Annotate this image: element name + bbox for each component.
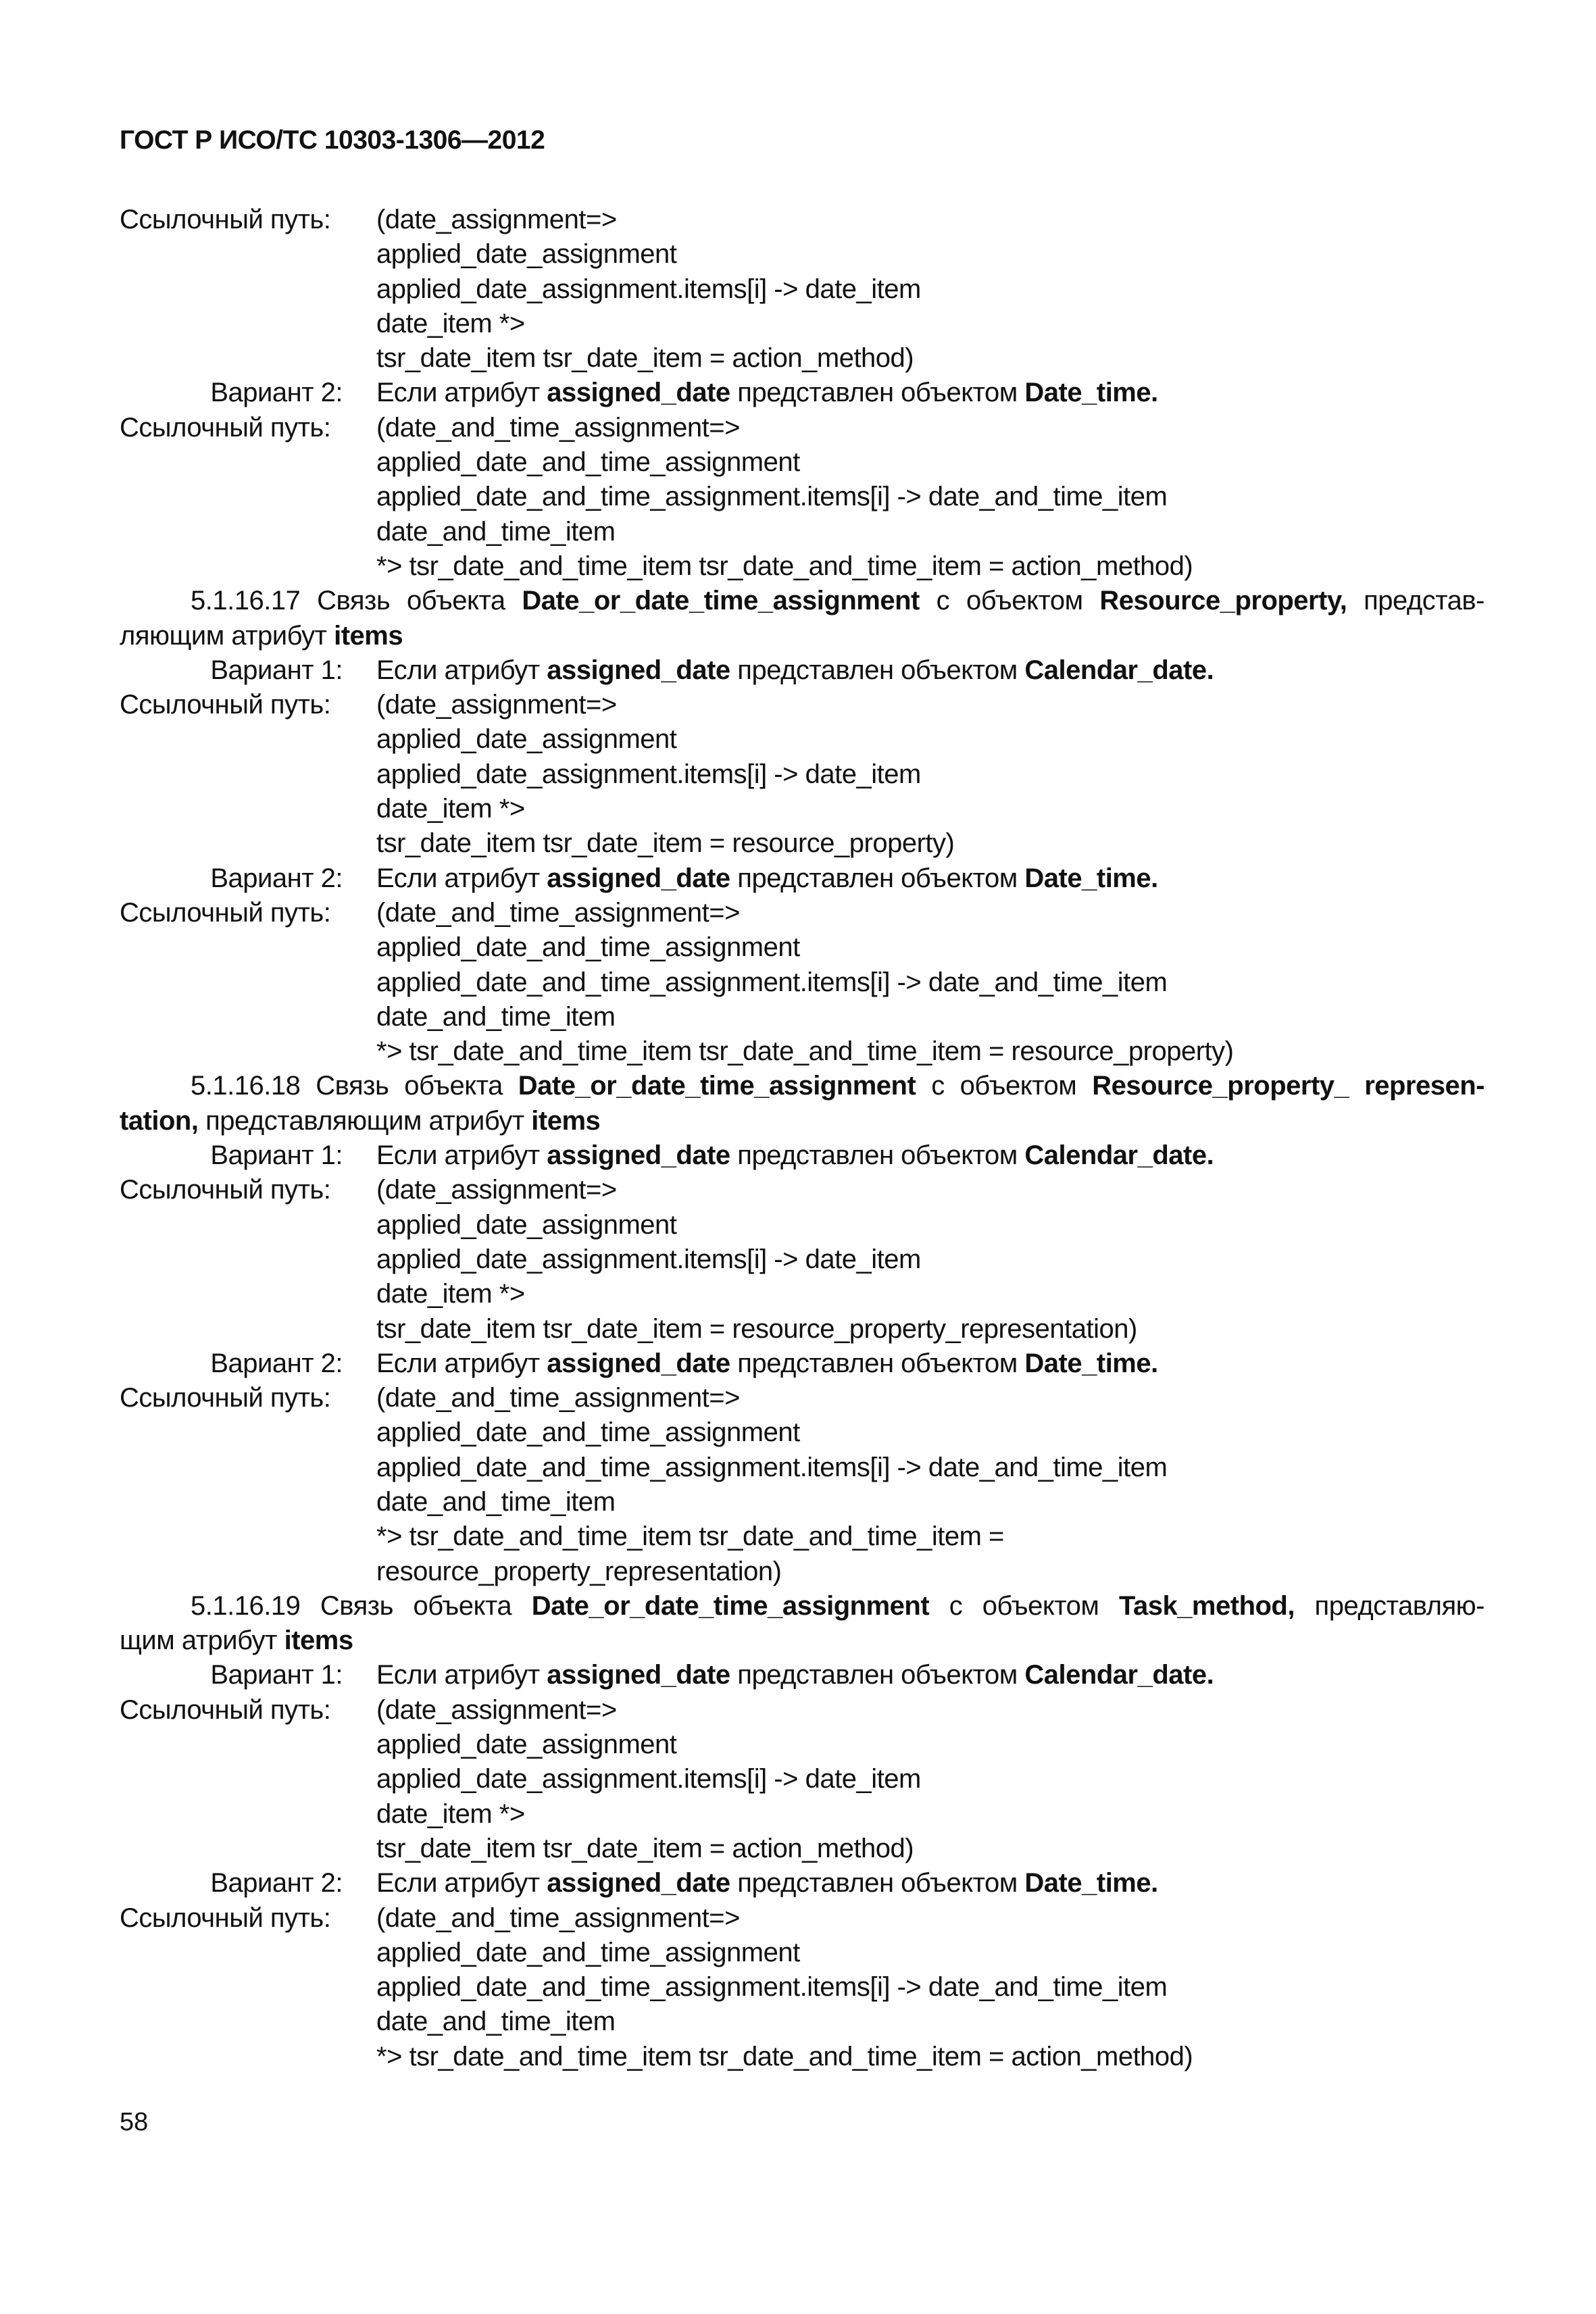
text-line [120,826,1485,861]
variant-line [120,1866,1485,1901]
path-line: (date_and_time_assignment=> [376,1903,740,1933]
text-line [120,237,1485,272]
path-line: resource_property_representation) [376,1556,782,1586]
path-line: date_item *> [376,794,525,824]
document-body [120,203,1485,2074]
text-line [120,930,1485,965]
text-line [120,203,1485,237]
path-line: applied_date_and_time_assignment [376,1417,800,1448]
text-line [120,1519,1485,1554]
text-line [120,1485,1485,1519]
variant-text: Если атрибут assigned_date представлен объектом Date_time. [376,1348,1158,1378]
path-line: applied_date_and_time_assignment.items[i] -> date_and_time_item [376,1972,1168,2003]
text-line [120,1555,1485,1589]
path-line: applied_date_and_time_assignment.items[i] -> date_and_time_item [376,1452,1168,1482]
path-label: Ссылочный путь: [120,1903,331,1933]
text-line [120,445,1485,480]
path-line: *> tsr_date_and_time_item tsr_date_and_time_item = [376,1521,1004,1552]
text-line [120,1970,1485,2005]
text-line [120,1728,1485,1762]
text-line [120,1415,1485,1450]
text-line [120,2005,1485,2039]
path-label: Ссылочный путь: [120,412,331,443]
text-line [120,480,1485,514]
path-label: Ссылочный путь: [120,1694,331,1725]
text-line [120,411,1485,445]
path-line: applied_date_assignment [376,724,677,755]
path-line: applied_date_and_time_assignment [376,1937,800,1967]
variant-line [120,861,1485,896]
variant-line [120,1658,1485,1692]
path-line: tsr_date_item tsr_date_item = action_method) [376,1833,914,1863]
path-line: tsr_date_item tsr_date_item = resource_property) [376,828,955,859]
text-line [120,1173,1485,1207]
text-line [120,1901,1485,1936]
text-line [120,1242,1485,1277]
text-line [120,792,1485,826]
text-line [120,1000,1485,1034]
section-heading [120,584,1485,618]
variant-label: Вариант 1: [210,655,343,685]
variant-label: Вариант 2: [210,378,343,408]
path-label: Ссылочный путь: [120,205,331,234]
section-heading-text: 5.1.16.19 Связь объекта Date_or_date_time_assignment с объектом Task_method, представляю- [191,1590,1485,1621]
section-heading-cont [120,1104,1485,1138]
variant-text: Если атрибут assigned_date представлен объектом Date_time. [376,378,1158,408]
path-line: applied_date_assignment.items[i] -> date_item [376,1764,921,1794]
text-line [120,757,1485,792]
text-line [120,1936,1485,1970]
text-line [120,1832,1485,1866]
path-line: date_and_time_item [376,2007,616,2037]
path-line: *> tsr_date_and_time_item tsr_date_and_time_item = action_method) [376,2041,1193,2071]
path-line: applied_date_assignment [376,239,677,270]
variant-text: Если атрибут assigned_date представлен объектом Calendar_date. [376,1140,1214,1171]
path-line: *> tsr_date_and_time_item tsr_date_and_time_item = resource_property) [376,1036,1234,1067]
path-line: (date_assignment=> [376,1694,617,1725]
text-line [120,722,1485,757]
path-line: applied_date_assignment.items[i] -> date_item [376,759,921,789]
variant-line [120,1347,1485,1381]
text-line [120,272,1485,307]
text-line [120,1034,1485,1069]
variant-label: Вариант 1: [210,1660,343,1690]
text-line [120,1451,1485,1485]
section-heading-cont [120,619,1485,653]
text-line [120,1762,1485,1796]
text-line [120,1693,1485,1728]
path-line: date_item *> [376,1279,525,1309]
path-line: applied_date_and_time_assignment.items[i] -> date_and_time_item [376,967,1168,997]
path-line: (date_assignment=> [376,205,617,234]
path-line: *> tsr_date_and_time_item tsr_date_and_time_item = action_method) [376,551,1193,581]
path-line: date_item *> [376,1799,525,1829]
path-label: Ссылочный путь: [120,897,331,928]
path-line: (date_and_time_assignment=> [376,1383,740,1413]
text-line [120,1277,1485,1311]
variant-line [120,376,1485,410]
document-header: ГОСТ Р ИСО/ТС 10303-1306—2012 [120,126,545,155]
text-line [120,2040,1485,2074]
path-line: applied_date_and_time_assignment [376,932,800,963]
page-number: 58 [120,2108,149,2136]
text-line [120,965,1485,1000]
path-line: applied_date_assignment [376,1209,677,1240]
path-label: Ссылочный путь: [120,1175,331,1205]
path-line: date_and_time_item [376,1486,616,1517]
path-line: (date_and_time_assignment=> [376,412,740,443]
variant-label: Вариант 2: [210,1868,343,1898]
variant-line [120,653,1485,688]
path-line: applied_date_assignment.items[i] -> date_item [376,274,921,304]
section-heading-text: 5.1.16.18 Связь объекта Date_or_date_time_assignment с объектом Resource_property_ represen- [191,1071,1485,1101]
variant-label: Вариант 2: [210,1348,343,1378]
text-line [120,896,1485,930]
section-heading [120,1589,1485,1624]
section-heading-text: ляющим атрибут items [120,620,403,651]
path-line: date_item *> [376,308,525,338]
section-heading-text: 5.1.16.17 Связь объекта Date_or_date_time_assignment с объектом Resource_property, представ- [191,586,1485,616]
text-line [120,341,1485,376]
variant-label: Вариант 1: [210,1140,343,1171]
section-heading-text: щим атрибут items [120,1626,353,1656]
path-line: tsr_date_item tsr_date_item = action_method) [376,343,914,374]
text-line [120,307,1485,341]
text-line [120,1208,1485,1242]
path-line: applied_date_and_time_assignment [376,447,800,478]
path-label: Ссылочный путь: [120,1383,331,1413]
text-line [120,515,1485,549]
section-heading-cont [120,1624,1485,1658]
path-label: Ссылочный путь: [120,690,331,720]
text-line [120,549,1485,584]
variant-line [120,1138,1485,1173]
section-heading-text: tation, представляющим атрибут items [120,1105,601,1136]
variant-text: Если атрибут assigned_date представлен объектом Calendar_date. [376,1660,1214,1690]
text-line [120,1797,1485,1832]
path-line: (date_and_time_assignment=> [376,897,740,928]
variant-text: Если атрибут assigned_date представлен объектом Calendar_date. [376,655,1214,685]
path-line: tsr_date_item tsr_date_item = resource_property_representation) [376,1313,1137,1344]
path-line: applied_date_assignment [376,1730,677,1760]
text-line [120,1312,1485,1347]
section-heading [120,1069,1485,1103]
variant-text: Если атрибут assigned_date представлен объектом Date_time. [376,863,1158,893]
path-line: applied_date_assignment.items[i] -> date_item [376,1244,921,1274]
text-line [120,1381,1485,1415]
path-line: (date_assignment=> [376,1175,617,1205]
path-line: date_and_time_item [376,1001,616,1032]
path-line: date_and_time_item [376,516,616,547]
variant-text: Если атрибут assigned_date представлен объектом Date_time. [376,1868,1158,1898]
text-line [120,688,1485,722]
path-line: applied_date_and_time_assignment.items[i] -> date_and_time_item [376,482,1168,512]
variant-label: Вариант 2: [210,863,343,893]
path-line: (date_assignment=> [376,690,617,720]
